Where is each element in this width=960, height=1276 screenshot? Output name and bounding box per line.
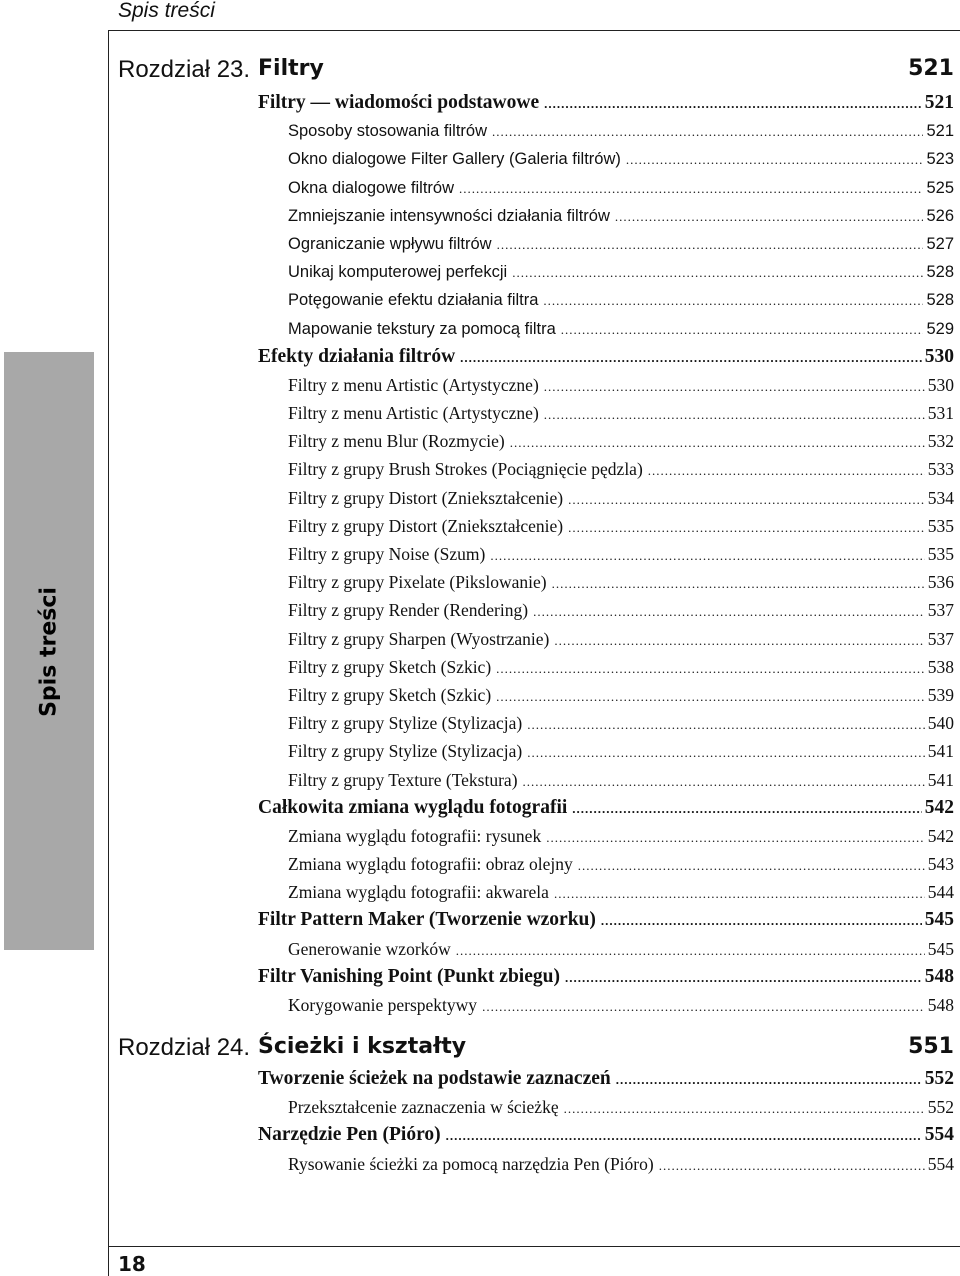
toc-entry-page: 542 [927, 825, 954, 846]
toc-entry [258, 822, 954, 850]
toc-entry-title: Mapowanie tekstury za pomocą filtra [288, 319, 556, 338]
toc-entry-page: 521 [924, 92, 954, 113]
dot-leader [544, 90, 922, 117]
toc-entry-title: Filtry z grupy Distort (Zniekształcenie) [288, 515, 564, 536]
dot-leader [552, 570, 925, 596]
toc-entry [258, 766, 954, 794]
toc-entry-page: 537 [927, 628, 954, 649]
toc-entry-title: Sposoby stosowania filtrów [288, 122, 488, 141]
dot-leader [568, 486, 925, 512]
dot-leader [565, 964, 922, 991]
dot-leader [492, 118, 923, 145]
toc-entry-title: Filtry z menu Artistic (Artystyczne) [288, 403, 539, 424]
toc-entry [258, 625, 954, 653]
toc-entry [258, 568, 954, 596]
toc-entry [258, 850, 954, 878]
side-tab [4, 352, 94, 950]
dot-leader [456, 937, 925, 963]
dot-leader [490, 542, 924, 568]
dot-leader [626, 146, 924, 173]
toc-entry-page: 543 [927, 854, 954, 875]
toc-entry-page: 542 [924, 796, 954, 818]
chapter-title: Ścieżki i kształty [258, 1034, 467, 1059]
toc-entry-page: 548 [924, 965, 954, 987]
toc-entry-title: Efekty działania filtrów [258, 345, 456, 367]
toc-entry-page: 527 [926, 234, 954, 253]
toc-entry-title: Okno dialogowe Filter Gallery (Galeria filtrów) [288, 150, 621, 169]
dot-leader [482, 993, 925, 1019]
toc-entry-page: 540 [927, 713, 954, 734]
toc-entry-title: Zmiana wyglądu fotografii: akwarela [288, 882, 549, 903]
dot-leader [527, 739, 924, 765]
margin-rule [108, 30, 109, 1276]
toc-entry-page: 537 [927, 600, 954, 621]
toc-entry-title: Generowanie wzorków [288, 938, 451, 959]
chapter-heading [118, 56, 954, 86]
toc-entry-title: Przekształcenie zaznaczenia w ścieżkę [288, 1097, 559, 1118]
side-tab-label: Spis treści [36, 587, 62, 717]
toc-entry [258, 371, 954, 399]
chapter-title: Filtry [258, 56, 324, 81]
toc-entry-page: 548 [927, 995, 954, 1015]
chapter-page-number: 551 [908, 1034, 954, 1059]
toc-entry-title: Zmiana wyglądu fotografii: rysunek [288, 825, 542, 846]
page-number: 18 [118, 1252, 146, 1276]
toc-entry-title: Filtry z grupy Stylize (Stylizacja) [288, 741, 523, 762]
toc-entry-title: Tworzenie ścieżek na podstawie zaznaczeń [258, 1068, 611, 1089]
toc-entry [258, 512, 954, 540]
toc-entry [258, 258, 954, 286]
toc-entry-title: Unikaj komputerowej perfekcji [288, 263, 508, 282]
toc-entry-title: Potęgowanie efektu działania filtra [288, 291, 539, 310]
toc-entry-page: 521 [926, 122, 954, 141]
dot-leader [544, 373, 925, 399]
toc-entry-title: Filtr Vanishing Point (Punkt zbiegu) [258, 965, 560, 987]
toc-entry [258, 709, 954, 737]
toc-list [258, 89, 954, 1019]
toc-entry [258, 117, 954, 145]
toc-entry [258, 315, 954, 343]
dot-leader [460, 344, 922, 371]
toc-entry-title: Filtry z menu Artistic (Artystyczne) [288, 374, 539, 395]
toc-entry [258, 202, 954, 230]
dot-leader [523, 768, 925, 794]
toc-list [258, 1065, 954, 1178]
toc-entry [258, 991, 954, 1019]
toc-entry-title: Filtry z grupy Brush Strokes (Pociągnięcie pędzla) [288, 459, 643, 480]
toc-entry-page: 538 [927, 656, 954, 677]
toc-entry-page: 530 [927, 374, 954, 395]
toc-entry-title: Filtry z grupy Noise (Szum) [288, 544, 486, 564]
dot-leader [568, 514, 925, 540]
toc-entry-title: Filtr Pattern Maker (Tworzenie wzorku) [258, 909, 596, 931]
toc-entry [258, 427, 954, 455]
dot-leader [544, 401, 925, 427]
toc-entry [258, 737, 954, 765]
toc-entry-title: Filtry z grupy Pixelate (Pikslowanie) [288, 572, 547, 593]
toc-entry [258, 878, 954, 906]
dot-leader [446, 1122, 922, 1149]
chapter-number: Rozdział 24. [118, 1034, 251, 1061]
toc-entry-page: 552 [927, 1097, 954, 1118]
dot-leader [554, 627, 924, 653]
dot-leader [572, 795, 921, 822]
toc-entry-title: Ograniczanie wpływu filtrów [288, 234, 492, 253]
toc-entry-page: 528 [926, 291, 954, 310]
dot-leader [601, 907, 922, 934]
chapter-page-number: 521 [908, 56, 954, 81]
toc-entry-title: Filtry z grupy Sharpen (Wyostrzanie) [288, 628, 550, 649]
toc-section-entry [258, 343, 954, 371]
dot-leader [578, 852, 925, 878]
chapter-heading [118, 1034, 954, 1064]
toc-entry [258, 596, 954, 624]
toc-entry-title: Rysowanie ścieżki za pomocą narzędzia Pen (Pióro) [288, 1153, 654, 1174]
dot-leader [564, 1095, 925, 1121]
toc-entry-page: 534 [927, 487, 954, 508]
toc-entry-page: 528 [926, 263, 954, 282]
dot-leader [496, 683, 925, 709]
toc-entry-title: Filtry — wiadomości podstawowe [258, 92, 540, 113]
dot-leader [543, 287, 923, 314]
toc-entry-page: 545 [924, 909, 954, 931]
toc-entry-page: 554 [927, 1153, 954, 1174]
toc-entry-page: 526 [926, 206, 954, 225]
dot-leader [659, 1152, 925, 1178]
dot-leader [561, 316, 924, 343]
dot-leader [648, 457, 925, 483]
dot-leader [546, 824, 925, 850]
dot-leader [459, 175, 923, 202]
toc-entry [258, 484, 954, 512]
toc-entry [258, 681, 954, 709]
dot-leader [512, 259, 923, 286]
toc-entry [258, 935, 954, 963]
toc-entry-page: 554 [924, 1124, 954, 1146]
toc-entry-page: 535 [927, 515, 954, 536]
toc-entry [258, 230, 954, 258]
toc-entry-title: Filtry z grupy Distort (Zniekształcenie) [288, 487, 564, 508]
toc-entry-title: Filtry z grupy Render (Rendering) [288, 600, 529, 621]
toc-entry-page: 523 [926, 150, 954, 169]
toc-entry-page: 539 [927, 684, 954, 705]
toc-entry-page: 531 [927, 403, 954, 424]
toc-entry-title: Narzędzie Pen (Pióro) [258, 1124, 441, 1146]
toc-entry-title: Okna dialogowe filtrów [288, 178, 454, 197]
chapter-number: Rozdział 23. [118, 56, 251, 83]
toc-section-entry [258, 89, 954, 117]
toc-entry-title: Filtry z grupy Sketch (Szkic) [288, 684, 492, 705]
toc-section-entry [258, 1065, 954, 1093]
toc-entry-page: 530 [924, 345, 954, 367]
toc-entry-page: 536 [927, 572, 954, 593]
dot-leader [616, 1066, 922, 1093]
dot-leader [496, 655, 925, 681]
toc-entry [258, 540, 954, 568]
toc-entry-page: 529 [926, 319, 954, 338]
toc-entry-page: 535 [927, 544, 954, 564]
toc-entry-page: 544 [927, 882, 954, 903]
toc-entry-title: Zmniejszanie intensywności działania filtrów [288, 206, 610, 225]
toc-entry-title: Zmiana wyglądu fotografii: obraz olejny [288, 854, 573, 875]
toc-entry [258, 1150, 954, 1178]
toc-entry-page: 541 [927, 769, 954, 790]
dot-leader [533, 598, 925, 624]
toc-entry-page: 532 [927, 431, 954, 452]
toc-section-entry [258, 963, 954, 991]
toc-entry-title: Filtry z grupy Sketch (Szkic) [288, 656, 492, 677]
toc-section-entry [258, 794, 954, 822]
toc-section-entry [258, 1121, 954, 1149]
toc-entry-page: 552 [924, 1068, 954, 1089]
toc-entry-title: Korygowanie perspektywy [288, 995, 478, 1015]
toc-entry-page: 525 [926, 178, 954, 197]
toc-entry-page: 533 [927, 459, 954, 480]
page-header-title: Spis treści [118, 0, 215, 22]
toc-entry-title: Całkowita zmiana wyglądu fotografii [258, 796, 568, 818]
toc-entry [258, 174, 954, 202]
dot-leader [615, 203, 924, 230]
dot-leader [497, 231, 924, 258]
toc-entry [258, 653, 954, 681]
toc-section-entry [258, 906, 954, 934]
dot-leader [510, 429, 925, 455]
dot-leader [527, 711, 924, 737]
toc-entry-title: Filtry z menu Blur (Rozmycie) [288, 431, 505, 452]
toc-entry-title: Filtry z grupy Stylize (Stylizacja) [288, 713, 523, 734]
dot-leader [554, 880, 925, 906]
toc-entry [258, 286, 954, 314]
toc-entry [258, 399, 954, 427]
footer-rule [108, 1246, 960, 1247]
toc-entry [258, 455, 954, 483]
toc-entry [258, 1093, 954, 1121]
toc-entry [258, 145, 954, 173]
toc-entry-title: Filtry z grupy Texture (Tekstura) [288, 769, 518, 790]
toc-entry-page: 545 [927, 938, 954, 959]
header-rule [108, 30, 960, 31]
toc-entry-page: 541 [927, 741, 954, 762]
